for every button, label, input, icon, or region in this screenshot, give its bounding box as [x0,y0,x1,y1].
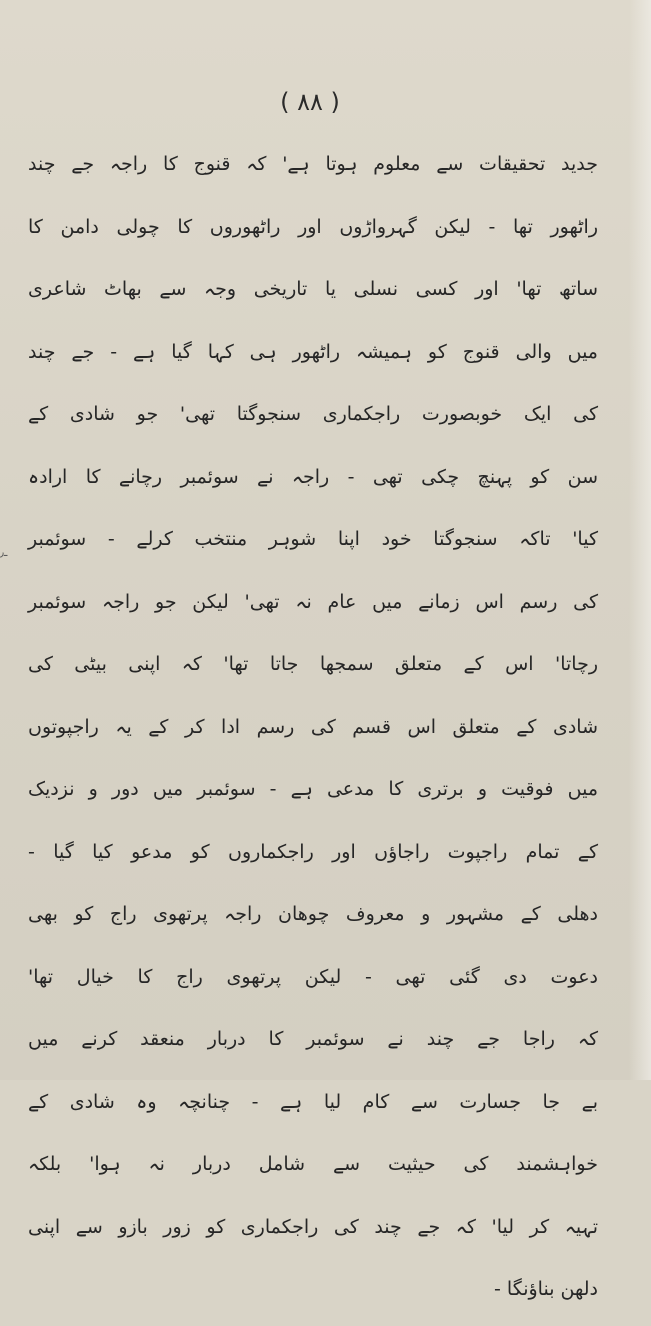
text-line-18: تہیہ کر لیا' کہ جے چند کی راجکماری کو زور بازو سے اپنی [28,1215,598,1238]
text-line-2: راٹھور تھا - لیکن گہرواڑوں اور راٹھوروں کا چولی دامن کا [28,215,598,238]
text-line-8: کی رسم اس زمانے میں عام نہ تھی' لیکن جو راجہ سوئمبر [28,590,598,613]
text-line-7: کیا' تاکہ سنجوگتا خود اپنا شوہر منتخب کرلے - سوئمبر [28,528,598,550]
text-line-9: رچاتا' اس کے متعلق سمجھا جاتا تھا' کہ اپنی بیٹی کی [28,653,598,675]
margin-mark: ـ٫ [0,545,8,559]
text-line-13: دھلی کے مشہور و معروف چوھان راجہ پرتھوی راج کو بھی [28,903,598,925]
text-line-5: کی ایک خوبصورت راجکماری سنجوگتا تھی' جو شادی کے [28,403,598,425]
text-line-11: میں فوقیت و برتری کا مدعی ہے - سوئمبر میں دور و نزدیک [28,778,598,800]
text-line-16: بے جا جسارت سے کام لیا ہے - چنانچہ وہ شادی کے [28,1090,598,1113]
text-line-15: کہ راجا جے چند نے سوئمبر کا دربار منعقد کرنے میں [28,1028,598,1050]
text-line-6: سن کو پہنچ چکی تھی - راجہ نے سوئمبر رچانے کا ارادہ [28,465,598,488]
text-line-17: خواہشمند کی حیثیت سے شامل دربار نہ ہوا' بلکہ [28,1153,598,1175]
body-text [28,138,598,1326]
page-number: ( ۸۸ ) [280,88,340,116]
text-line-14: دعوت دی گئی تھی - لیکن پرتھوی راج کا خیال تھا' [28,965,598,988]
page-edge-shadow [629,0,651,1080]
text-line-12: کے تمام راجپوت راجاؤں اور راجکماروں کو مدعو کیا گیا - [28,840,598,863]
text-line-3: ساتھ تھا' اور کسی نسلی یا تاریخی وجہ سے بھاٹ شاعری [28,278,598,300]
text-line-4: میں والی قنوج کو ہمیشہ راٹھور ہی کہا گیا ہے - جے چند [28,340,598,363]
text-line-10: شادی کے متعلق اس قسم کی رسم ادا کر کے یہ راجپوتوں [28,715,598,738]
text-line-19: دلھن بناؤنگا - [494,1278,598,1300]
text-line-1: جدید تحقیقات سے معلوم ہوتا ہے' کہ قنوج کا راجہ جے چند [28,153,598,175]
